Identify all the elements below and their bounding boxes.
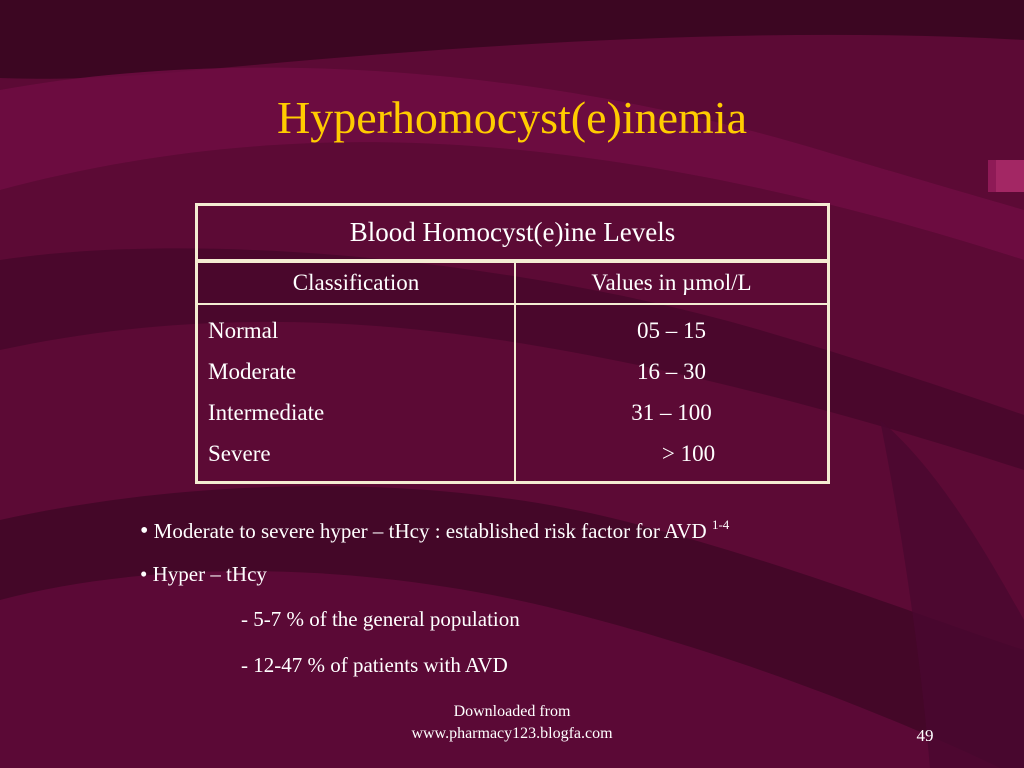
bullet-marker: • [140, 562, 148, 586]
bullet-point [140, 560, 267, 588]
table-cell-classification: Normal [208, 318, 279, 343]
column-header-values: Values in µmol/L [515, 261, 829, 304]
bullet-marker: • [140, 518, 149, 544]
table-cell-classification: Severe [208, 441, 271, 466]
bullet-text: Hyper – tHcy [152, 562, 267, 586]
table-cell-value: 31 – 100 [631, 400, 712, 425]
footer-line: Downloaded from [453, 703, 571, 720]
table-caption: Blood Homocyst(e)ine Levels [197, 205, 829, 262]
bullet-point [140, 511, 729, 545]
slide-title: Hyperhomocyst(e)inemia [276, 92, 748, 143]
values-column [515, 304, 829, 483]
table-cell-value: > 100 [661, 441, 716, 466]
table-cell-classification: Intermediate [208, 400, 325, 425]
table-cell-value: 05 – 15 [637, 318, 706, 343]
column-header-classification: Classification [197, 261, 516, 304]
citation-superscript: 1-4 [711, 517, 730, 532]
classification-column [197, 304, 516, 483]
bullet-text: Moderate to severe hyper – tHcy : established risk factor for AVD [153, 519, 707, 543]
table-cell-value: 16 – 30 [637, 359, 706, 384]
footer-url: www.pharmacy123.blogfa.com [411, 725, 613, 742]
slide-number: 49 [916, 726, 934, 745]
footer-source [0, 701, 1024, 745]
sub-bullet: - 5-7 % of the general population [241, 607, 520, 631]
homocysteine-levels-table [195, 203, 830, 484]
table-cell-classification: Moderate [208, 359, 297, 384]
sub-bullet: - 12-47 % of patients with AVD [241, 653, 508, 677]
